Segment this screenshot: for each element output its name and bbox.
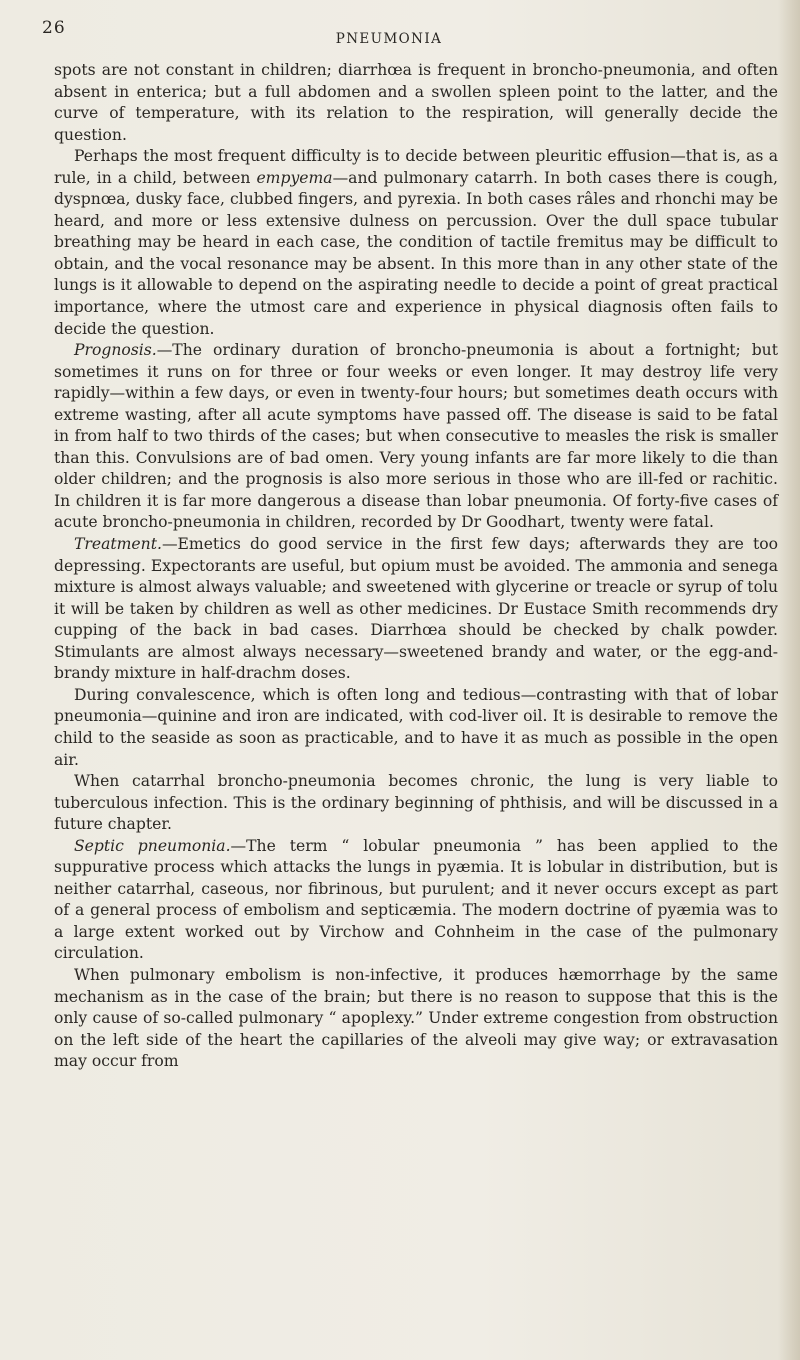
paragraph-2 (54, 146, 778, 340)
paragraph-convalescence (54, 685, 778, 771)
page-number: 26 (42, 18, 66, 38)
page-edge-shadow (778, 0, 800, 1360)
paragraph-text: —The term “ lobular pneumonia ” has been applied to the suppurative process which attacks the lungs in pyæmia. It is lobular in distribution, but is neither catarrhal, caseous, nor fibrinous, but purulent; and it never occurs except as part of a general process of embolism and septicæmia. The modern doctrine of pyæmia was to a large extent worked out by Virchow and Cohnheim in the case of the pulmonary circulation. (54, 836, 778, 963)
body-text (54, 60, 778, 1073)
section-heading-septic-pneumonia: Septic pneumonia. (74, 836, 231, 855)
section-heading-prognosis: Prognosis. (74, 341, 157, 360)
paragraph-text: —The ordinary duration of broncho-pneumonia is about a fortnight; but sometimes it runs on for three or four weeks or even longer. It may destroy life very rapidly—within a few days, or even in twenty-four hours; but sometimes death occurs with extreme wasting, after all acute symptoms have passed off. The disease is said to be fatal in from half to two thirds of the cases; but when consecutive to measles the risk is smaller than this. Convulsions are of bad omen. Very young infants are far more likely to die than older children; and the prognosis is also more serious in those who are ill-fed or rachitic. In children it is far more dangerous a disease than lobar pneumonia. Of forty-five cases of acute broncho-pneumonia in children, recorded by Dr Goodhart, twenty were fatal. (54, 341, 778, 532)
paragraph-text: When catarrhal broncho-pneumonia becomes chronic, the lung is very liable to tuberculous infection. This is the ordinary beginning of phthisis, and will be discussed in a future chapter. (54, 772, 778, 834)
section-heading-treatment: Treatment. (74, 535, 162, 554)
paragraph-treatment (54, 534, 778, 685)
paragraph-embolism (54, 965, 778, 1073)
paragraph-septic-pneumonia (54, 836, 778, 965)
running-head: PNEUMONIA (335, 31, 443, 47)
paragraph-text: —Emetics do good service in the first few days; afterwards they are too depressing. Expectorants are useful, but opium must be avoided. The ammonia and senega mixture is almost always valuable; and sweetened with glycerine or treacle or syrup of tolu it will be taken by children as well as other medicines. Dr Eustace Smith recommends dry cupping of the back in bad cases. Diarrhœa should be checked by chalk powder. Stimulants are almost always necessary—sweetened brandy and water, or the egg-and-brandy mixture in half-drachm doses. (54, 535, 778, 683)
paragraph-chronic (54, 771, 778, 836)
paragraph-1 (54, 60, 778, 146)
paragraph-text: Perhaps the most frequent difficulty is to decide between pleuritic effusion—that is, as a rule, in a child, between (54, 147, 778, 187)
paragraph-prognosis (54, 340, 778, 534)
paragraph-text: spots are not constant in children; diarrhœa is frequent in broncho-pneumonia, and often absent in enterica; but a full abdomen and a swollen spleen point to the latter, and the curve of temperature, with its relation to the respiration, will generally decide the question. (54, 61, 778, 144)
emphasis-empyema: empyema (256, 168, 333, 187)
paragraph-text: When pulmonary embolism is non-infective, it produces hæmorrhage by the same mechanism as in the case of the brain; but there is no reason to suppose that this is the only cause of so-called pulmonary “ apoplexy.” Under extreme congestion from obstruction on the left side of the heart the capillaries of the alveoli may give way; or extravasation may occur from (54, 965, 778, 1071)
paragraph-text: During convalescence, which is often long and tedious—contrasting with that of lobar pneumonia—quinine and iron are indicated, with cod-liver oil. It is desirable to remove the child to the seaside as soon as practicable, and to have it as much as possible in the open air. (54, 685, 778, 769)
paragraph-text: —and pulmonary catarrh. In both cases there is cough, dyspnœa, dusky face, clubbed fingers, and pyrexia. In both cases râles and rhonchi may be heard, and more or less extensive dulness on percussion. Over the dull space tubular breathing may be heard in each case, the condition of tactile fremitus may be difficult to obtain, and the vocal resonance may be absent. In this more than in any other state of the lungs is it allowable to depend on the aspirating needle to decide a point of great practical importance, where the utmost care and experience in physical diagnosis often fails to decide the question. (54, 168, 778, 338)
